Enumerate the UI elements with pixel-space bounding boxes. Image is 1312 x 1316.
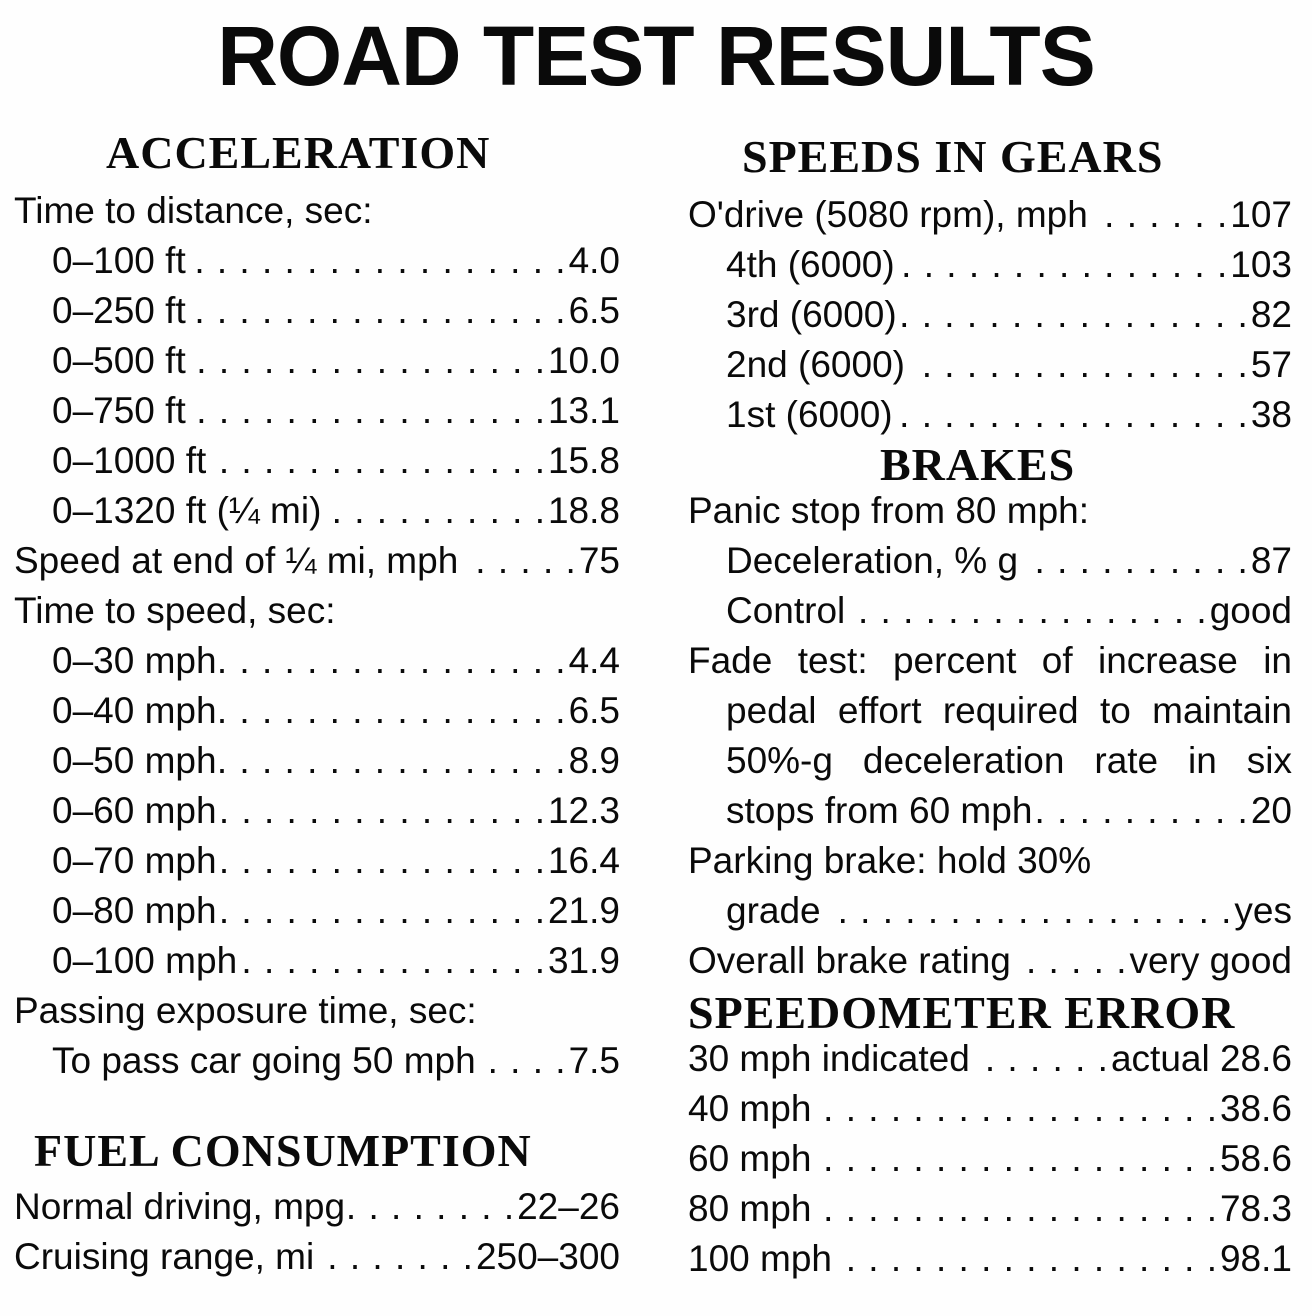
row-value: 78.3 (1219, 1188, 1292, 1229)
row-value: 10.0 (547, 340, 620, 381)
row-label: 0–80 mph (52, 890, 217, 931)
row-value: yes (1234, 890, 1292, 931)
dot-leader (188, 236, 567, 286)
row-value: 87 (1250, 540, 1292, 581)
row-label: 0–1320 ft (¼ mi) (52, 490, 322, 531)
row-value: 57 (1250, 344, 1292, 385)
time-to-speed-label: Time to speed, sec: (14, 590, 336, 631)
dot-leader (478, 1036, 567, 1086)
row-value: 20 (1250, 790, 1292, 831)
row-label: To pass car going 50 mph (52, 1040, 476, 1081)
table-row (52, 286, 620, 336)
row-label: 40 mph (688, 1088, 812, 1129)
table-row (52, 436, 620, 486)
table-row (688, 936, 1292, 986)
table-row (726, 886, 1292, 936)
table-row (688, 1084, 1292, 1134)
row-value: 16.4 (547, 840, 620, 881)
dot-leader (219, 736, 567, 786)
row-label: grade (726, 890, 821, 931)
row-value: actual 28.6 (1110, 1038, 1292, 1079)
table-row (52, 236, 620, 286)
row-label: 0–750 ft (52, 390, 186, 431)
row-value: 107 (1230, 194, 1292, 235)
row-value: 38 (1250, 394, 1292, 435)
table-row (688, 1034, 1292, 1084)
dot-leader (847, 586, 1207, 636)
row-value: 13.1 (547, 390, 620, 431)
dot-leader (1020, 536, 1249, 586)
row-label: Overall brake rating (688, 940, 1011, 981)
dot-leader (1090, 190, 1228, 240)
row-value: 38.6 (1219, 1088, 1292, 1129)
table-row (688, 1134, 1292, 1184)
table-row (52, 836, 620, 886)
row-value: 4.4 (568, 640, 620, 681)
fade-test-line-1: Fade test: percent of increase in (688, 640, 1292, 681)
parking-brake-label: Parking brake: hold 30% (688, 840, 1092, 881)
row-value: 18.8 (547, 490, 620, 531)
row-value: 12.3 (547, 790, 620, 831)
row-label: Control (726, 590, 846, 631)
table-row (688, 190, 1292, 240)
dot-leader (323, 486, 546, 536)
dot-leader (907, 340, 1249, 390)
row-label: 0–100 ft (52, 240, 186, 281)
row-label: 0–60 mph (52, 790, 217, 831)
acceleration-heading: ACCELERATION (106, 127, 491, 178)
row-label: stops from 60 mph (726, 790, 1033, 831)
panic-stop-label: Panic stop from 80 mph: (688, 490, 1090, 531)
dot-leader (834, 1234, 1218, 1284)
table-row (52, 936, 620, 986)
dot-leader (813, 1084, 1218, 1134)
row-value: 21.9 (547, 890, 620, 931)
dot-leader (972, 1034, 1109, 1084)
table-row (52, 486, 620, 536)
dot-leader (813, 1134, 1218, 1184)
dot-leader (219, 686, 567, 736)
table-row (726, 536, 1292, 586)
table-row (52, 886, 620, 936)
row-label: Normal driving, mpg (14, 1186, 346, 1227)
row-value: 8.9 (568, 740, 620, 781)
table-row (14, 536, 620, 586)
row-value: 58.6 (1219, 1138, 1292, 1179)
speedometer-heading: SPEEDOMETER ERROR (688, 987, 1236, 1038)
fade-test-line-3: 50%-g deceleration rate in six (726, 740, 1292, 781)
row-value: 7.5 (568, 1040, 620, 1081)
row-value: 82 (1250, 294, 1292, 335)
row-value: 75 (578, 540, 620, 581)
row-label: 0–50 mph (52, 740, 217, 781)
table-row (726, 240, 1292, 290)
row-label: 30 mph indicated (688, 1038, 970, 1079)
row-label: 4th (6000) (726, 244, 895, 285)
row-label: 80 mph (688, 1188, 812, 1229)
row-label: 0–30 mph (52, 640, 217, 681)
table-row (52, 336, 620, 386)
dot-leader (219, 786, 546, 836)
dot-leader (219, 636, 567, 686)
row-label: 0–70 mph (52, 840, 217, 881)
row-label: 0–40 mph (52, 690, 217, 731)
table-row (688, 1184, 1292, 1234)
dot-leader (899, 290, 1249, 340)
dot-leader (813, 1184, 1218, 1234)
dot-leader (897, 240, 1229, 290)
row-label: 0–500 ft (52, 340, 186, 381)
dot-leader (188, 386, 546, 436)
table-row (726, 786, 1292, 836)
brakes-heading: BRAKES (880, 439, 1076, 490)
row-label: 0–250 ft (52, 290, 186, 331)
row-value: very good (1129, 940, 1292, 981)
table-row (52, 1036, 620, 1086)
speeds-in-gears-heading: SPEEDS IN GEARS (742, 131, 1164, 182)
dot-leader (460, 536, 577, 586)
fuel-heading: FUEL CONSUMPTION (34, 1125, 532, 1176)
dot-leader (316, 1232, 474, 1282)
row-value: 6.5 (568, 290, 620, 331)
row-label: Cruising range, mi (14, 1236, 315, 1277)
dot-leader (1034, 786, 1248, 836)
time-to-distance-label: Time to distance, sec: (14, 190, 373, 231)
dot-leader (823, 886, 1233, 936)
table-row (726, 290, 1292, 340)
table-row (726, 390, 1292, 440)
dot-leader (239, 936, 546, 986)
dot-leader (219, 836, 546, 886)
row-label: 3rd (6000) (726, 294, 897, 335)
table-row (52, 386, 620, 436)
dot-leader (347, 1182, 515, 1232)
table-row (14, 1182, 620, 1232)
dot-leader (208, 436, 546, 486)
row-value: good (1209, 590, 1292, 631)
table-row (52, 786, 620, 836)
table-row (52, 636, 620, 686)
row-value: 98.1 (1219, 1238, 1292, 1279)
table-row (14, 1232, 620, 1282)
dot-leader (895, 390, 1249, 440)
fade-test-line-2: pedal effort required to maintain (726, 690, 1292, 731)
table-row (52, 736, 620, 786)
row-label: O'drive (5080 rpm), mph (688, 194, 1088, 235)
row-label: Deceleration, % g (726, 540, 1019, 581)
row-label: 0–1000 ft (52, 440, 207, 481)
row-label: 0–100 mph (52, 940, 238, 981)
row-value: 31.9 (547, 940, 620, 981)
dot-leader (188, 336, 546, 386)
row-label: 60 mph (688, 1138, 812, 1179)
table-row (726, 340, 1292, 390)
dot-leader (1013, 936, 1128, 986)
row-value: 22–26 (517, 1186, 620, 1227)
row-value: 6.5 (568, 690, 620, 731)
row-label: Speed at end of ¼ mi, mph (14, 540, 459, 581)
row-label: 1st (6000) (726, 394, 893, 435)
table-row (726, 586, 1292, 636)
row-value: 250–300 (475, 1236, 620, 1277)
dot-leader (219, 886, 546, 936)
row-value: 103 (1230, 244, 1292, 285)
table-row (688, 1234, 1292, 1284)
row-label: 100 mph (688, 1238, 832, 1279)
dot-leader (188, 286, 567, 336)
row-value: 4.0 (568, 240, 620, 281)
table-row (52, 686, 620, 736)
passing-label: Passing exposure time, sec: (14, 990, 477, 1031)
row-label: 2nd (6000) (726, 344, 905, 385)
row-value: 15.8 (547, 440, 620, 481)
page-title: ROAD TEST RESULTS (217, 9, 1095, 103)
